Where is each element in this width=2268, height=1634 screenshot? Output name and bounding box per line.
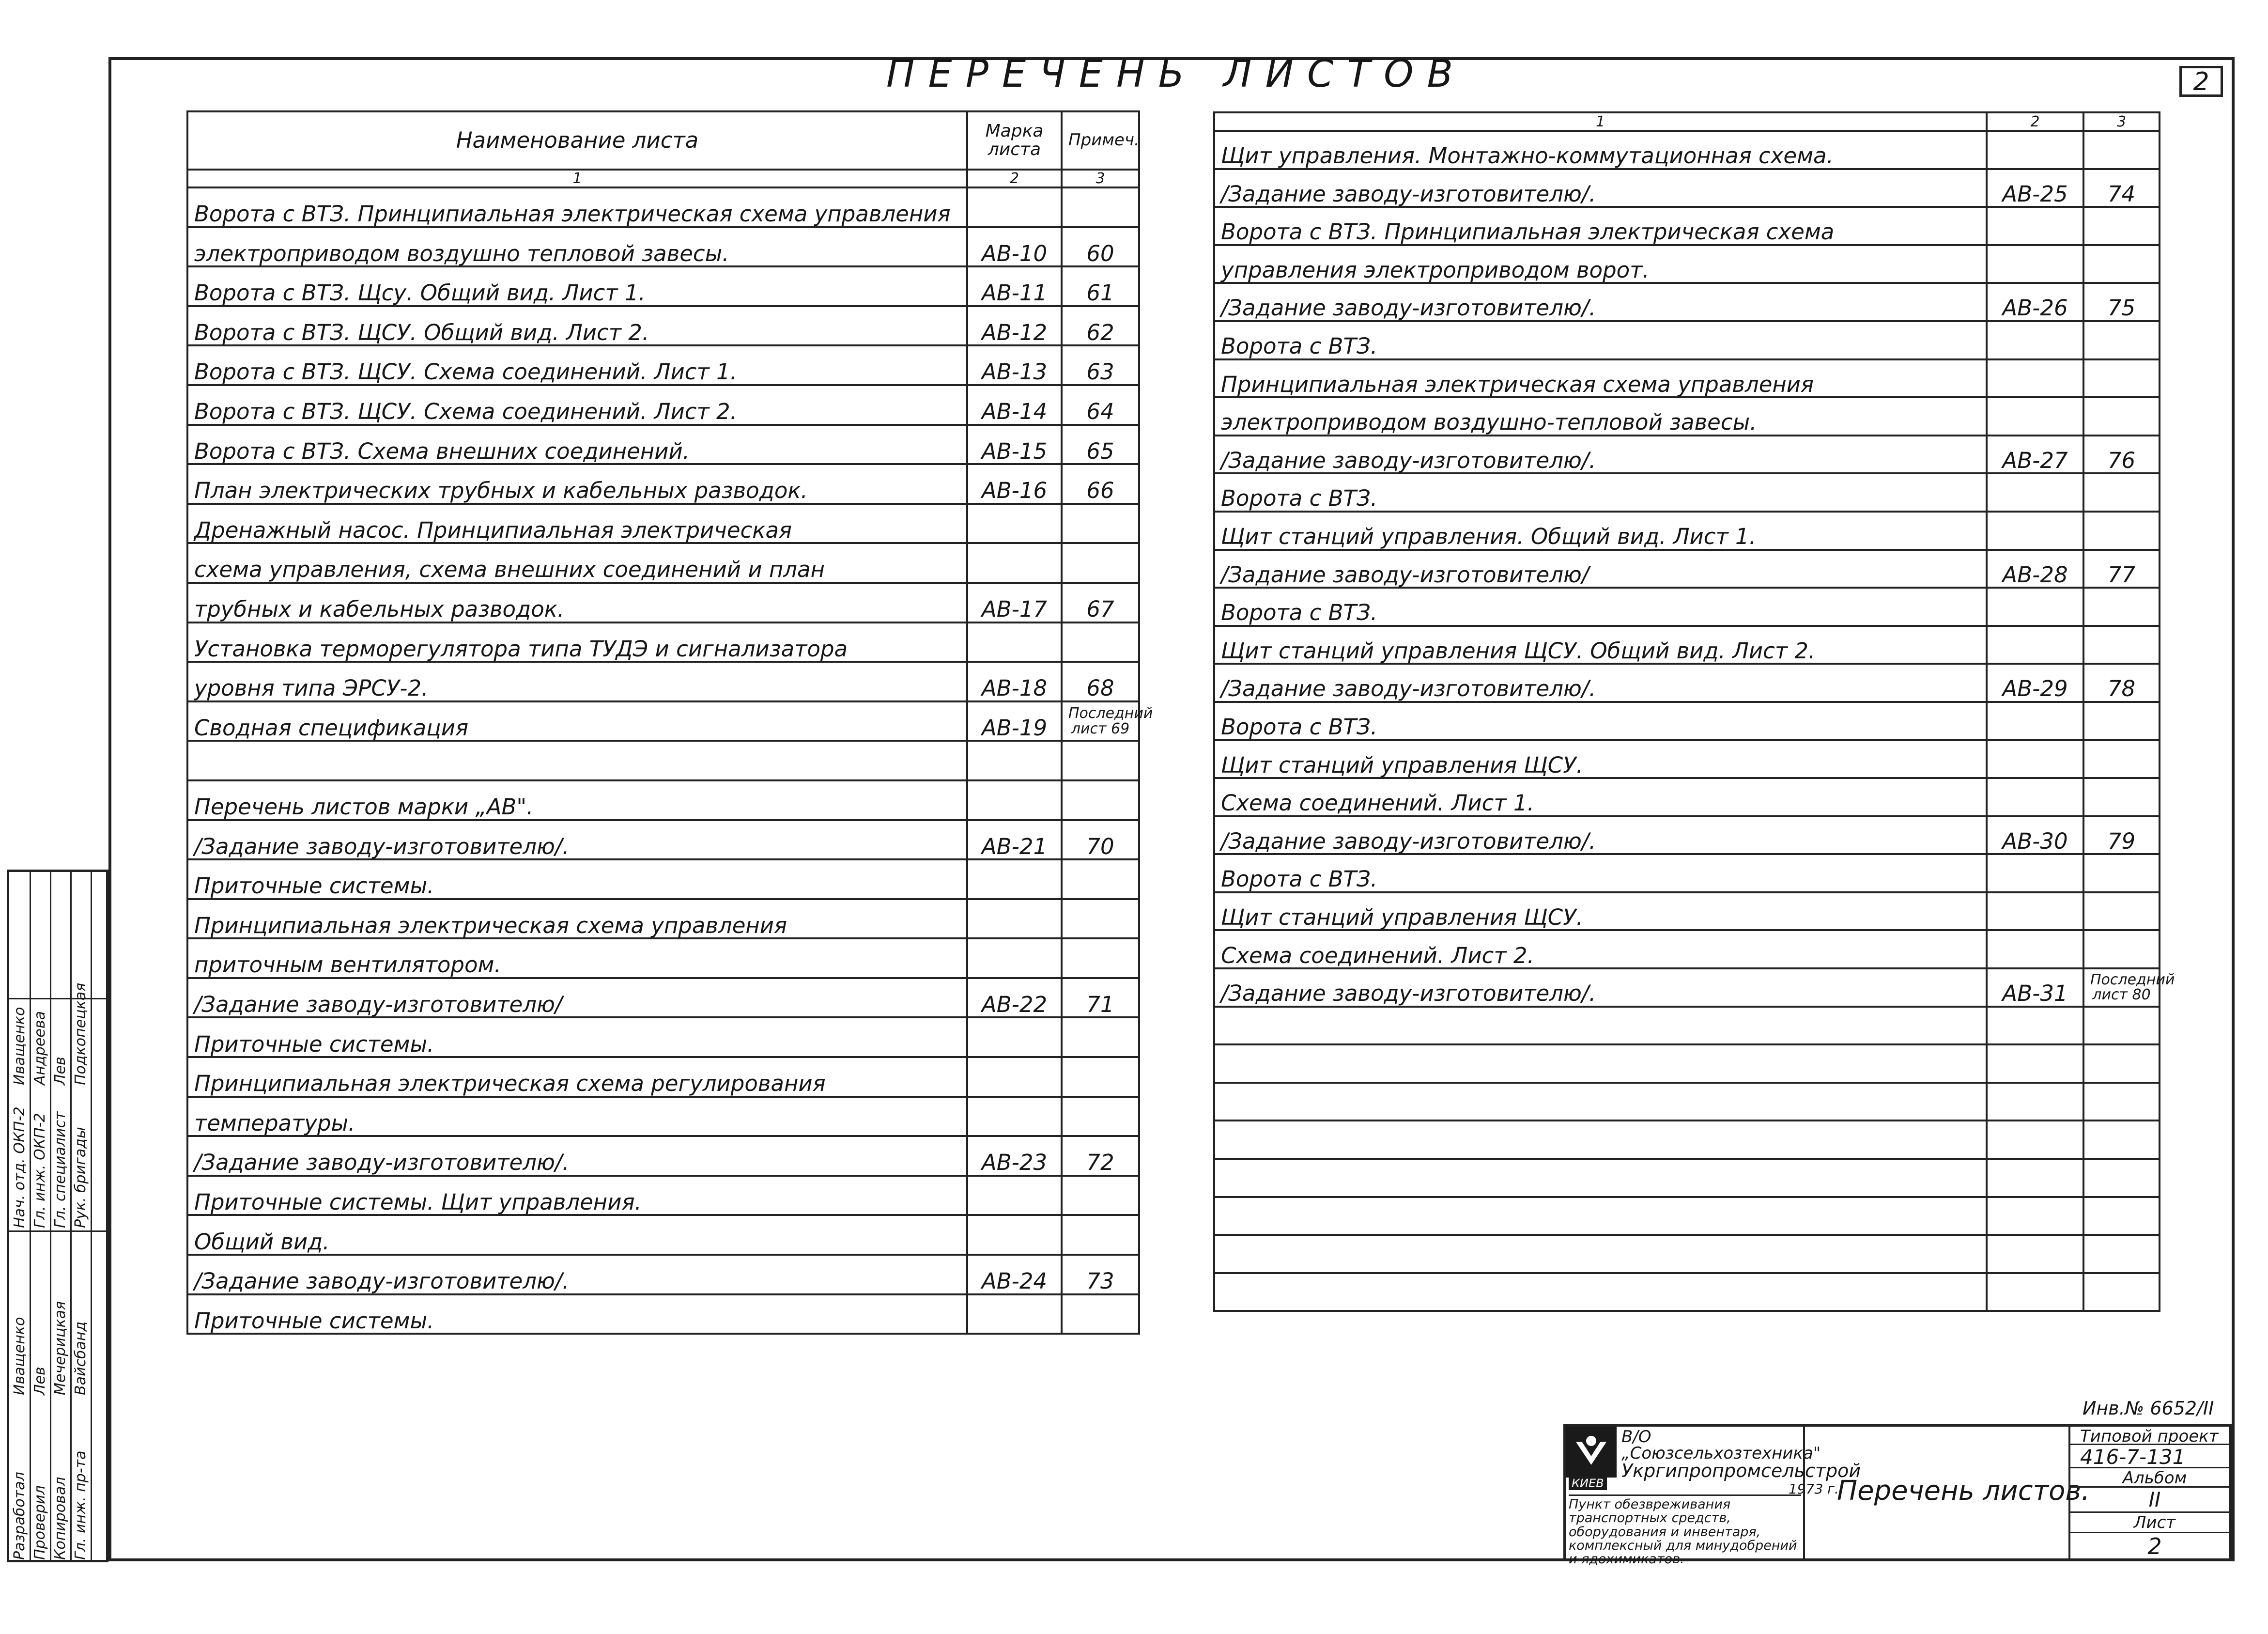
- sheet-mark-cell: АВ-31: [1987, 968, 2083, 1007]
- sheet-note-cell: [2083, 892, 2160, 931]
- right-colnum-row: [1214, 112, 2160, 131]
- sheet-name-cell: схема управления, схема внешних соединений и план: [187, 543, 967, 583]
- sheet-note-cell: [1062, 1215, 1139, 1255]
- sheet-note-cell: [2083, 1273, 2160, 1311]
- header-name: Наименование листа: [187, 111, 967, 170]
- table-row: [187, 859, 1139, 899]
- sheet-mark-cell: АВ-25: [1987, 169, 2083, 207]
- table-row: [187, 1176, 1139, 1215]
- sheet-mark-cell: [1987, 359, 2083, 398]
- stamp-album-label: Альбом: [2070, 1468, 2229, 1488]
- strip-name: Лев: [52, 1057, 69, 1085]
- sheet-mark-cell: [967, 622, 1062, 662]
- sheet-mark-cell: АВ-14: [967, 385, 1062, 425]
- table-row: [187, 583, 1139, 622]
- left-header-row: [187, 111, 1139, 170]
- sheet-note-cell: [2083, 740, 2160, 778]
- sheet-name-cell: уровня типа ЭРСУ-2.: [187, 662, 967, 701]
- sheet-name-cell: Ворота с ВТЗ. ЩСУ. Схема соединений. Лист 1.: [187, 345, 967, 385]
- table-row: [1214, 664, 2160, 702]
- sheet-note-cell: [1062, 899, 1139, 939]
- sheet-name-cell: приточным вентилятором.: [187, 938, 967, 978]
- strip-name: Мечерицкая: [52, 1301, 69, 1395]
- sheet-name-cell: Ворота с ВТЗ. Схема внешних соединений.: [187, 425, 967, 465]
- sheet-name-cell: Ворота с ВТЗ.: [1214, 473, 1987, 512]
- table-row: [1214, 1007, 2160, 1045]
- sheet-note-cell: [2083, 512, 2160, 550]
- sheet-name-cell: [1214, 1120, 1987, 1159]
- sheet-name-cell: [187, 741, 967, 780]
- sheet-mark-cell: [1987, 397, 2083, 436]
- sheet-name-cell: /Задание заводу-изготовителю/.: [187, 1136, 967, 1176]
- sheet-note-cell: 75: [2083, 283, 2160, 321]
- sheet-name-cell: Щит станций управления ЩСУ.: [1214, 740, 1987, 778]
- table-row: [187, 1017, 1139, 1057]
- stamp-typical-label: Типовой проект: [2070, 1427, 2229, 1445]
- organization-logo: [1566, 1427, 1617, 1478]
- strip-role: Гл. специалист: [52, 1111, 69, 1228]
- sheet-name-cell: электроприводом воздушно-тепловой завесы.: [1214, 397, 1987, 436]
- sheet-name-cell: температуры.: [187, 1097, 967, 1136]
- strip-name: Подкопецкая: [72, 982, 89, 1085]
- stamp-object-description: Пункт обезвреживания транспортных средств, оборудования и инвентаря, комплексный для минудобрений и ядохимикатов.: [1569, 1494, 1801, 1567]
- sheet-note-cell: [1062, 938, 1139, 978]
- table-row: [1214, 169, 2160, 207]
- table-row: [187, 543, 1139, 583]
- signature-strip: [7, 870, 108, 1562]
- sheet-name-cell: Установка терморегулятора типа ТУДЭ и сигнализатора: [187, 622, 967, 662]
- sheet-mark-cell: АВ-24: [967, 1255, 1062, 1294]
- table-row: [1214, 1044, 2160, 1083]
- sheet-note-cell: [2083, 397, 2160, 436]
- table-row: [187, 1136, 1139, 1176]
- table-row: [1214, 550, 2160, 588]
- sheet-mark-cell: [1987, 245, 2083, 283]
- sheet-mark-cell: АВ-26: [1987, 283, 2083, 321]
- sheet-name-cell: [1214, 1273, 1987, 1311]
- sheet-mark-cell: АВ-29: [1987, 664, 2083, 702]
- sheet-name-cell: Приточные системы. Щит управления.: [187, 1176, 967, 1215]
- sheet-note-cell: 67: [1062, 583, 1139, 622]
- sheet-name-cell: /Задание заводу-изготовителю/.: [1214, 283, 1987, 321]
- table-row: [1214, 588, 2160, 626]
- strip-name: Иващенко: [11, 1317, 28, 1395]
- sheet-name-cell: управления электроприводом ворот.: [1214, 245, 1987, 283]
- sheet-name-cell: Приточные системы.: [187, 1294, 967, 1334]
- table-row: [187, 1255, 1139, 1294]
- org-line-1: В/О: [1621, 1427, 1651, 1447]
- sheet-mark-cell: [1987, 321, 2083, 359]
- table-row: [187, 345, 1139, 385]
- table-row: [187, 978, 1139, 1018]
- table-row: [1214, 283, 2160, 321]
- sheet-mark-cell: [967, 1017, 1062, 1057]
- colnum-2: 2: [967, 170, 1062, 187]
- table-row: [1214, 702, 2160, 740]
- sheet-name-cell: электроприводом воздушно тепловой завесы.: [187, 227, 967, 267]
- sheet-mark-cell: [1987, 1197, 2083, 1235]
- sheet-mark-cell: АВ-22: [967, 978, 1062, 1018]
- table-row: [1214, 626, 2160, 664]
- logo-emblem-icon: [1566, 1427, 1617, 1478]
- sheet-mark-cell: [967, 543, 1062, 583]
- sheet-mark-cell: [1987, 930, 2083, 968]
- sheet-name-cell: [1214, 1197, 1987, 1235]
- sheet-mark-cell: АВ-27: [1987, 436, 2083, 474]
- sheet-mark-cell: [967, 1215, 1062, 1255]
- table-row: [1214, 892, 2160, 931]
- sheet-name-cell: /Задание заводу-изготовителю/.: [187, 1255, 967, 1294]
- strip-name: Андреева: [31, 1011, 48, 1085]
- inventory-number: Инв.№ 6652/II: [2083, 1398, 2214, 1419]
- table-row: [187, 1057, 1139, 1097]
- strip-role: Рук. бригады: [72, 1127, 89, 1228]
- table-row: [1214, 1159, 2160, 1197]
- table-row: [1214, 436, 2160, 474]
- sheet-mark-cell: [1987, 854, 2083, 892]
- table-row: [1214, 397, 2160, 436]
- sheet-mark-cell: АВ-17: [967, 583, 1062, 622]
- sheet-mark-cell: [1987, 207, 2083, 245]
- stamp-organization: [1621, 1429, 1912, 1480]
- sheet-note-cell: [1062, 1294, 1139, 1334]
- strip-role: Гл. инж. ОКП-2: [31, 1113, 48, 1228]
- table-row: [1214, 473, 2160, 512]
- colnum-3: 3: [1062, 170, 1139, 187]
- sheet-name-cell: Дренажный насос. Принципиальная электрическая: [187, 504, 967, 544]
- sheet-name-cell: /Задание заводу-изготовителю/.: [1214, 664, 1987, 702]
- sheet-note-cell: [1062, 1176, 1139, 1215]
- sheet-note-cell: [2083, 359, 2160, 398]
- table-row: [187, 425, 1139, 465]
- sheet-mark-cell: [967, 1057, 1062, 1097]
- sheet-name-cell: Принципиальная электрическая схема регулирования: [187, 1057, 967, 1097]
- table-row: [187, 741, 1139, 780]
- table-row: [1214, 816, 2160, 855]
- stamp-year: 1973 г.: [1789, 1481, 1839, 1497]
- strip-name: Вайсбанд: [72, 1321, 89, 1395]
- sheet-name-cell: [1214, 1159, 1987, 1197]
- table-row: [187, 622, 1139, 662]
- sheet-mark-cell: [1987, 512, 2083, 550]
- sheet-mark-cell: [967, 1176, 1062, 1215]
- sheet-mark-cell: [967, 780, 1062, 820]
- sheet-note-cell: Последний лист 69: [1062, 701, 1139, 741]
- sheet-mark-cell: [1987, 1083, 2083, 1121]
- sheet-note-cell: 79: [2083, 816, 2160, 855]
- sheet-mark-cell: [1987, 588, 2083, 626]
- sheet-note-cell: [2083, 1235, 2160, 1273]
- sheet-name-cell: Ворота с ВТЗ.: [1214, 702, 1987, 740]
- table-row: [1214, 512, 2160, 550]
- table-row: [1214, 1235, 2160, 1273]
- sheet-mark-cell: [1987, 626, 2083, 664]
- strip-name: Лев: [31, 1367, 48, 1395]
- sheet-name-cell: Приточные системы.: [187, 1017, 967, 1057]
- table-row: [187, 662, 1139, 701]
- sheet-name-cell: Сводная спецификация: [187, 701, 967, 741]
- sheet-mark-cell: [1987, 473, 2083, 512]
- sheet-note-cell: [1062, 187, 1139, 227]
- sheet-mark-cell: АВ-28: [1987, 550, 2083, 588]
- table-row: [1214, 1120, 2160, 1159]
- sheet-mark-cell: АВ-23: [967, 1136, 1062, 1176]
- colnum-2: 2: [1987, 112, 2083, 131]
- sheet-name-cell: Ворота с ВТЗ.: [1214, 321, 1987, 359]
- sheet-name-cell: трубных и кабельных разводок.: [187, 583, 967, 622]
- sheet-note-cell: 72: [1062, 1136, 1139, 1176]
- sheet-mark-cell: АВ-13: [967, 345, 1062, 385]
- sheet-note-cell: 60: [1062, 227, 1139, 267]
- sheet-mark-cell: АВ-10: [967, 227, 1062, 267]
- org-line-3: Укргипропромсельстрой: [1621, 1460, 1861, 1481]
- sheet-name-cell: /Задание заводу-изготовителю/.: [1214, 968, 1987, 1007]
- sheet-note-cell: [1062, 741, 1139, 780]
- sheet-name-cell: Щит станций управления. Общий вид. Лист 1.: [1214, 512, 1987, 550]
- sheet-name-cell: Ворота с ВТЗ.: [1214, 588, 1987, 626]
- sheet-note-cell: 76: [2083, 436, 2160, 474]
- table-row: [187, 385, 1139, 425]
- colnum-3: 3: [2083, 112, 2160, 131]
- sheet-mark-cell: АВ-12: [967, 306, 1062, 346]
- table-row: [1214, 131, 2160, 169]
- sheet-mark-cell: [967, 899, 1062, 939]
- strip-role: Нач. отд. ОКП-2: [11, 1106, 28, 1228]
- table-row: [187, 266, 1139, 306]
- sheet-note-cell: [2083, 1083, 2160, 1121]
- sheet-name-cell: Схема соединений. Лист 1.: [1214, 778, 1987, 816]
- sheet-name-cell: [1214, 1235, 1987, 1273]
- sheet-note-cell: [1062, 780, 1139, 820]
- sheet-name-cell: [1214, 1007, 1987, 1045]
- sheet-name-cell: Ворота с ВТЗ. Принципиальная электрическая схема управления: [187, 187, 967, 227]
- sheet-name-cell: Приточные системы.: [187, 859, 967, 899]
- sheet-name-cell: /Задание заводу-изготовителю/: [1214, 550, 1987, 588]
- table-row: [1214, 968, 2160, 1007]
- sheet-mark-cell: АВ-21: [967, 820, 1062, 860]
- strip-role: Копировал: [52, 1477, 69, 1560]
- sheet-name-cell: Ворота с ВТЗ.: [1214, 854, 1987, 892]
- sheet-mark-cell: [967, 1294, 1062, 1334]
- sheet-mark-cell: АВ-18: [967, 662, 1062, 701]
- sheet-mark-cell: [967, 741, 1062, 780]
- sheet-note-cell: 68: [1062, 662, 1139, 701]
- sheet-note-cell: 65: [1062, 425, 1139, 465]
- table-row: [1214, 245, 2160, 283]
- sheet-note-cell: [1062, 1097, 1139, 1136]
- sheet-note-cell: Последний лист 80: [2083, 968, 2160, 1007]
- strip-name: Иващенко: [11, 1007, 28, 1085]
- table-row: [187, 701, 1139, 741]
- stamp-sheet-name: Перечень листов.: [1837, 1475, 2090, 1507]
- sheet-note-cell: [1062, 543, 1139, 583]
- sheet-name-cell: Перечень листов марки „АВ".: [187, 780, 967, 820]
- sheet-mark-cell: [1987, 1273, 2083, 1311]
- colnum-1: 1: [187, 170, 967, 187]
- sheet-note-cell: 62: [1062, 306, 1139, 346]
- sheet-mark-cell: [967, 938, 1062, 978]
- sheet-name-cell: [1214, 1044, 1987, 1083]
- sheet-note-cell: [2083, 930, 2160, 968]
- sheet-note-cell: 71: [1062, 978, 1139, 1018]
- sheet-mark-cell: [1987, 740, 2083, 778]
- stamp-album-no: II: [2070, 1488, 2229, 1513]
- sheet-mark-cell: [1987, 131, 2083, 169]
- sheet-name-cell: Щит станций управления ЩСУ. Общий вид. Лист 2.: [1214, 626, 1987, 664]
- table-row: [1214, 854, 2160, 892]
- table-row: [1214, 321, 2160, 359]
- table-row: [187, 938, 1139, 978]
- sheet-note-cell: 77: [2083, 550, 2160, 588]
- sheet-name-cell: Щит управления. Монтажно-коммутационная схема.: [1214, 131, 1987, 169]
- sheet-note-cell: [2083, 1007, 2160, 1045]
- sheet-mark-cell: АВ-30: [1987, 816, 2083, 855]
- left-sheet-list-table: [186, 110, 1153, 1335]
- sheet-mark-cell: [1987, 1159, 2083, 1197]
- table-row: [1214, 1197, 2160, 1235]
- sheet-name-cell: Ворота с ВТЗ. ЩСУ. Общий вид. Лист 2.: [187, 306, 967, 346]
- table-row: [1214, 1273, 2160, 1311]
- sheet-number-corner: 2: [2179, 66, 2223, 97]
- sheet-mark-cell: [1987, 1007, 2083, 1045]
- sheet-note-cell: [2083, 588, 2160, 626]
- table-row: [187, 464, 1139, 504]
- sheet-mark-cell: [967, 187, 1062, 227]
- sheet-note-cell: [2083, 321, 2160, 359]
- sheet-note-cell: [1062, 859, 1139, 899]
- stamp-sheet-no: 2: [2147, 1533, 2162, 1559]
- sheet-note-cell: [2083, 207, 2160, 245]
- strip-role: Разработал: [11, 1472, 28, 1560]
- sheet-note-cell: [2083, 1120, 2160, 1159]
- sheet-note-cell: 61: [1062, 266, 1139, 306]
- sheet-note-cell: 66: [1062, 464, 1139, 504]
- table-row: [1214, 359, 2160, 398]
- table-row: [1214, 930, 2160, 968]
- sheet-note-cell: [2083, 1044, 2160, 1083]
- sheet-mark-cell: [1987, 1235, 2083, 1273]
- sheet-note-cell: [1062, 1057, 1139, 1097]
- sheet-note-cell: [2083, 473, 2160, 512]
- table-row: [1214, 207, 2160, 245]
- sheet-note-cell: [2083, 626, 2160, 664]
- sheet-name-cell: Принципиальная электрическая схема управления: [187, 899, 967, 939]
- sheet-name-cell: /Задание заводу-изготовителю/.: [1214, 436, 1987, 474]
- sheet-mark-cell: [1987, 778, 2083, 816]
- right-sheet-list-table: [1213, 111, 2175, 1312]
- header-mark: Марка листа: [967, 111, 1062, 170]
- sheet-name-cell: Принципиальная электрическая схема управления: [1214, 359, 1987, 398]
- table-row: [1214, 1083, 2160, 1121]
- header-note: Примеч.: [1062, 111, 1139, 170]
- table-row: [187, 227, 1139, 267]
- sheet-mark-cell: [1987, 1044, 2083, 1083]
- stamp-project-no: 416-7-131: [2070, 1445, 2229, 1468]
- sheet-name-cell: /Задание заводу-изготовителю/.: [187, 820, 967, 860]
- sheet-note-cell: [2083, 131, 2160, 169]
- left-colnum-row: [187, 170, 1139, 187]
- sheet-note-cell: 64: [1062, 385, 1139, 425]
- sheet-name-cell: Общий вид.: [187, 1215, 967, 1255]
- sheet-mark-cell: АВ-11: [967, 266, 1062, 306]
- org-line-2: „Союзсельхозтехника": [1621, 1444, 1821, 1463]
- table-row: [187, 899, 1139, 939]
- sheet-mark-cell: АВ-19: [967, 701, 1062, 741]
- sheet-name-cell: /Задание заводу-изготовителю/.: [1214, 816, 1987, 855]
- sheet-note-cell: 74: [2083, 169, 2160, 207]
- sheet-mark-cell: [1987, 702, 2083, 740]
- table-row: [187, 820, 1139, 860]
- sheet-mark-cell: [1987, 892, 2083, 931]
- table-row: [187, 1294, 1139, 1334]
- sheet-name-cell: Ворота с ВТЗ. ЩСУ. Схема соединений. Лист 2.: [187, 385, 967, 425]
- sheet-mark-cell: [967, 1097, 1062, 1136]
- sheet-mark-cell: АВ-15: [967, 425, 1062, 465]
- sheet-mark-cell: [967, 504, 1062, 544]
- sheet-note-cell: [2083, 245, 2160, 283]
- sheet-name-cell: Ворота с ВТЗ. Принципиальная электрическая схема: [1214, 207, 1987, 245]
- page-title: ПЕРЕЧЕНЬ ЛИСТОВ: [886, 52, 1466, 96]
- colnum-1: 1: [1214, 112, 1987, 131]
- sheet-note-cell: 73: [1062, 1255, 1139, 1294]
- sheet-note-cell: [2083, 854, 2160, 892]
- table-row: [187, 1215, 1139, 1255]
- sheet-note-cell: [2083, 778, 2160, 816]
- sheet-mark-cell: [967, 859, 1062, 899]
- table-row: [1214, 740, 2160, 778]
- sheet-note-cell: 63: [1062, 345, 1139, 385]
- sheet-name-cell: Ворота с ВТЗ. Щсу. Общий вид. Лист 1.: [187, 266, 967, 306]
- strip-role: Гл. инж. пр-та: [72, 1450, 89, 1560]
- table-row: [187, 306, 1139, 346]
- title-block-stamp: [1563, 1424, 2232, 1567]
- sheet-note-cell: [2083, 1197, 2160, 1235]
- table-row: [187, 187, 1139, 227]
- sheet-note-cell: 78: [2083, 664, 2160, 702]
- sheet-note-cell: [2083, 702, 2160, 740]
- strip-role: Проверил: [31, 1485, 48, 1560]
- sheet-note-cell: [2083, 1159, 2160, 1197]
- stamp-city: КИЕВ: [1569, 1477, 1607, 1490]
- table-row: [187, 1097, 1139, 1136]
- sheet-mark-cell: [1987, 1120, 2083, 1159]
- stamp-sheet-label: Лист: [2070, 1513, 2229, 1533]
- sheet-name-cell: План электрических трубных и кабельных разводок.: [187, 464, 967, 504]
- sheet-note-cell: [1062, 1017, 1139, 1057]
- sheet-name-cell: [1214, 1083, 1987, 1121]
- sheet-note-cell: [1062, 622, 1139, 662]
- sheet-mark-cell: АВ-16: [967, 464, 1062, 504]
- table-row: [187, 780, 1139, 820]
- sheet-note-cell: 70: [1062, 820, 1139, 860]
- table-row: [187, 504, 1139, 544]
- sheet-name-cell: Схема соединений. Лист 2.: [1214, 930, 1987, 968]
- sheet-note-cell: [1062, 504, 1139, 544]
- sheet-name-cell: /Задание заводу-изготовителю/: [187, 978, 967, 1018]
- sheet-name-cell: /Задание заводу-изготовителю/.: [1214, 169, 1987, 207]
- table-row: [1214, 778, 2160, 816]
- sheet-name-cell: Щит станций управления ЩСУ.: [1214, 892, 1987, 931]
